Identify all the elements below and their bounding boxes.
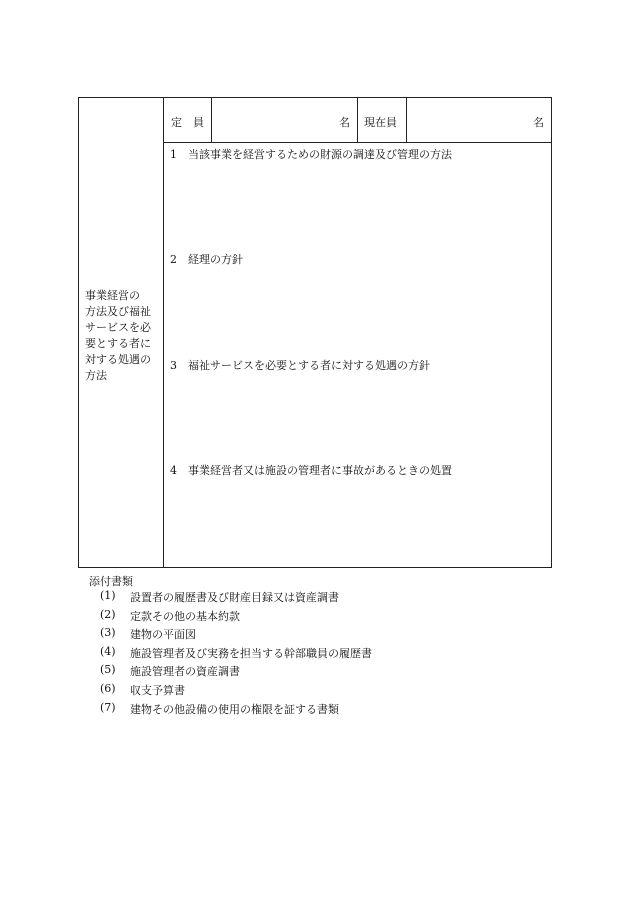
label-line-6 bbox=[85, 368, 159, 384]
label-char: 事 bbox=[85, 289, 96, 302]
attachment-text: 建物の平面図 bbox=[130, 628, 196, 642]
label-char: 経 bbox=[107, 289, 118, 302]
item-treatment: 3 福祉サービスを必要とする者に対する処遇の方針 bbox=[170, 359, 430, 372]
current-label: 現在員 bbox=[364, 116, 397, 129]
label-line-2: 方法及び福祉 bbox=[85, 305, 151, 318]
label-line-4: 要とする者に bbox=[85, 337, 151, 350]
label-line-5: 対する処遇の bbox=[85, 353, 151, 366]
attachments-list bbox=[100, 589, 372, 719]
attachment-number: (7) bbox=[100, 700, 116, 714]
attachment-item bbox=[100, 663, 372, 682]
attachment-text: 建物その他設備の使用の権限を証する書類 bbox=[130, 702, 339, 716]
header-divider-1 bbox=[211, 97, 212, 142]
attachment-number: (2) bbox=[100, 607, 116, 621]
header-divider-2 bbox=[357, 97, 358, 142]
capacity-unit: 名 bbox=[339, 116, 350, 129]
attachment-text: 施設管理者及び実務を担当する幹部職員の履歴書 bbox=[130, 646, 372, 660]
capacity-label: 定 員 bbox=[171, 116, 204, 129]
attachment-item bbox=[100, 645, 372, 664]
attachment-text: 設置者の履歴書及び財産目録又は資産調書 bbox=[130, 591, 339, 604]
attachment-number: (6) bbox=[100, 681, 116, 695]
item-accounting: 2 経理の方針 bbox=[170, 253, 243, 266]
label-char: 営 bbox=[118, 289, 129, 302]
current-unit: 名 bbox=[533, 116, 544, 129]
label-char: 方 bbox=[85, 369, 96, 382]
attachment-item bbox=[100, 589, 372, 608]
management-method-label bbox=[85, 288, 159, 384]
attachment-text: 収支予算書 bbox=[130, 683, 185, 697]
attachment-number: (1) bbox=[100, 589, 116, 602]
attachment-number: (4) bbox=[100, 644, 116, 658]
item-financing: 1 当該事業を経営するための財源の調達及び管理の方法 bbox=[170, 148, 452, 161]
item-accident: 4 事業経営者又は施設の管理者に事故があるときの処置 bbox=[170, 464, 452, 477]
header-row-divider bbox=[163, 142, 552, 143]
label-char: 業 bbox=[96, 289, 107, 302]
attachment-item bbox=[100, 701, 372, 720]
label-line-1 bbox=[85, 288, 159, 304]
label-line-3: サービスを必 bbox=[85, 321, 151, 334]
attachment-item bbox=[100, 626, 372, 645]
label-char: の bbox=[129, 289, 140, 302]
attachment-item bbox=[100, 682, 372, 701]
attachment-item bbox=[100, 608, 372, 627]
attachment-text: 定款その他の基本約款 bbox=[130, 609, 240, 623]
column-divider bbox=[163, 97, 164, 568]
header-divider-3 bbox=[406, 97, 407, 142]
label-char: 法 bbox=[96, 369, 107, 382]
attachment-text: 施設管理者の資産調書 bbox=[130, 665, 240, 679]
attachment-number: (5) bbox=[100, 663, 116, 677]
attachments-title: 添付書類 bbox=[89, 575, 133, 588]
attachment-number: (3) bbox=[100, 626, 116, 640]
